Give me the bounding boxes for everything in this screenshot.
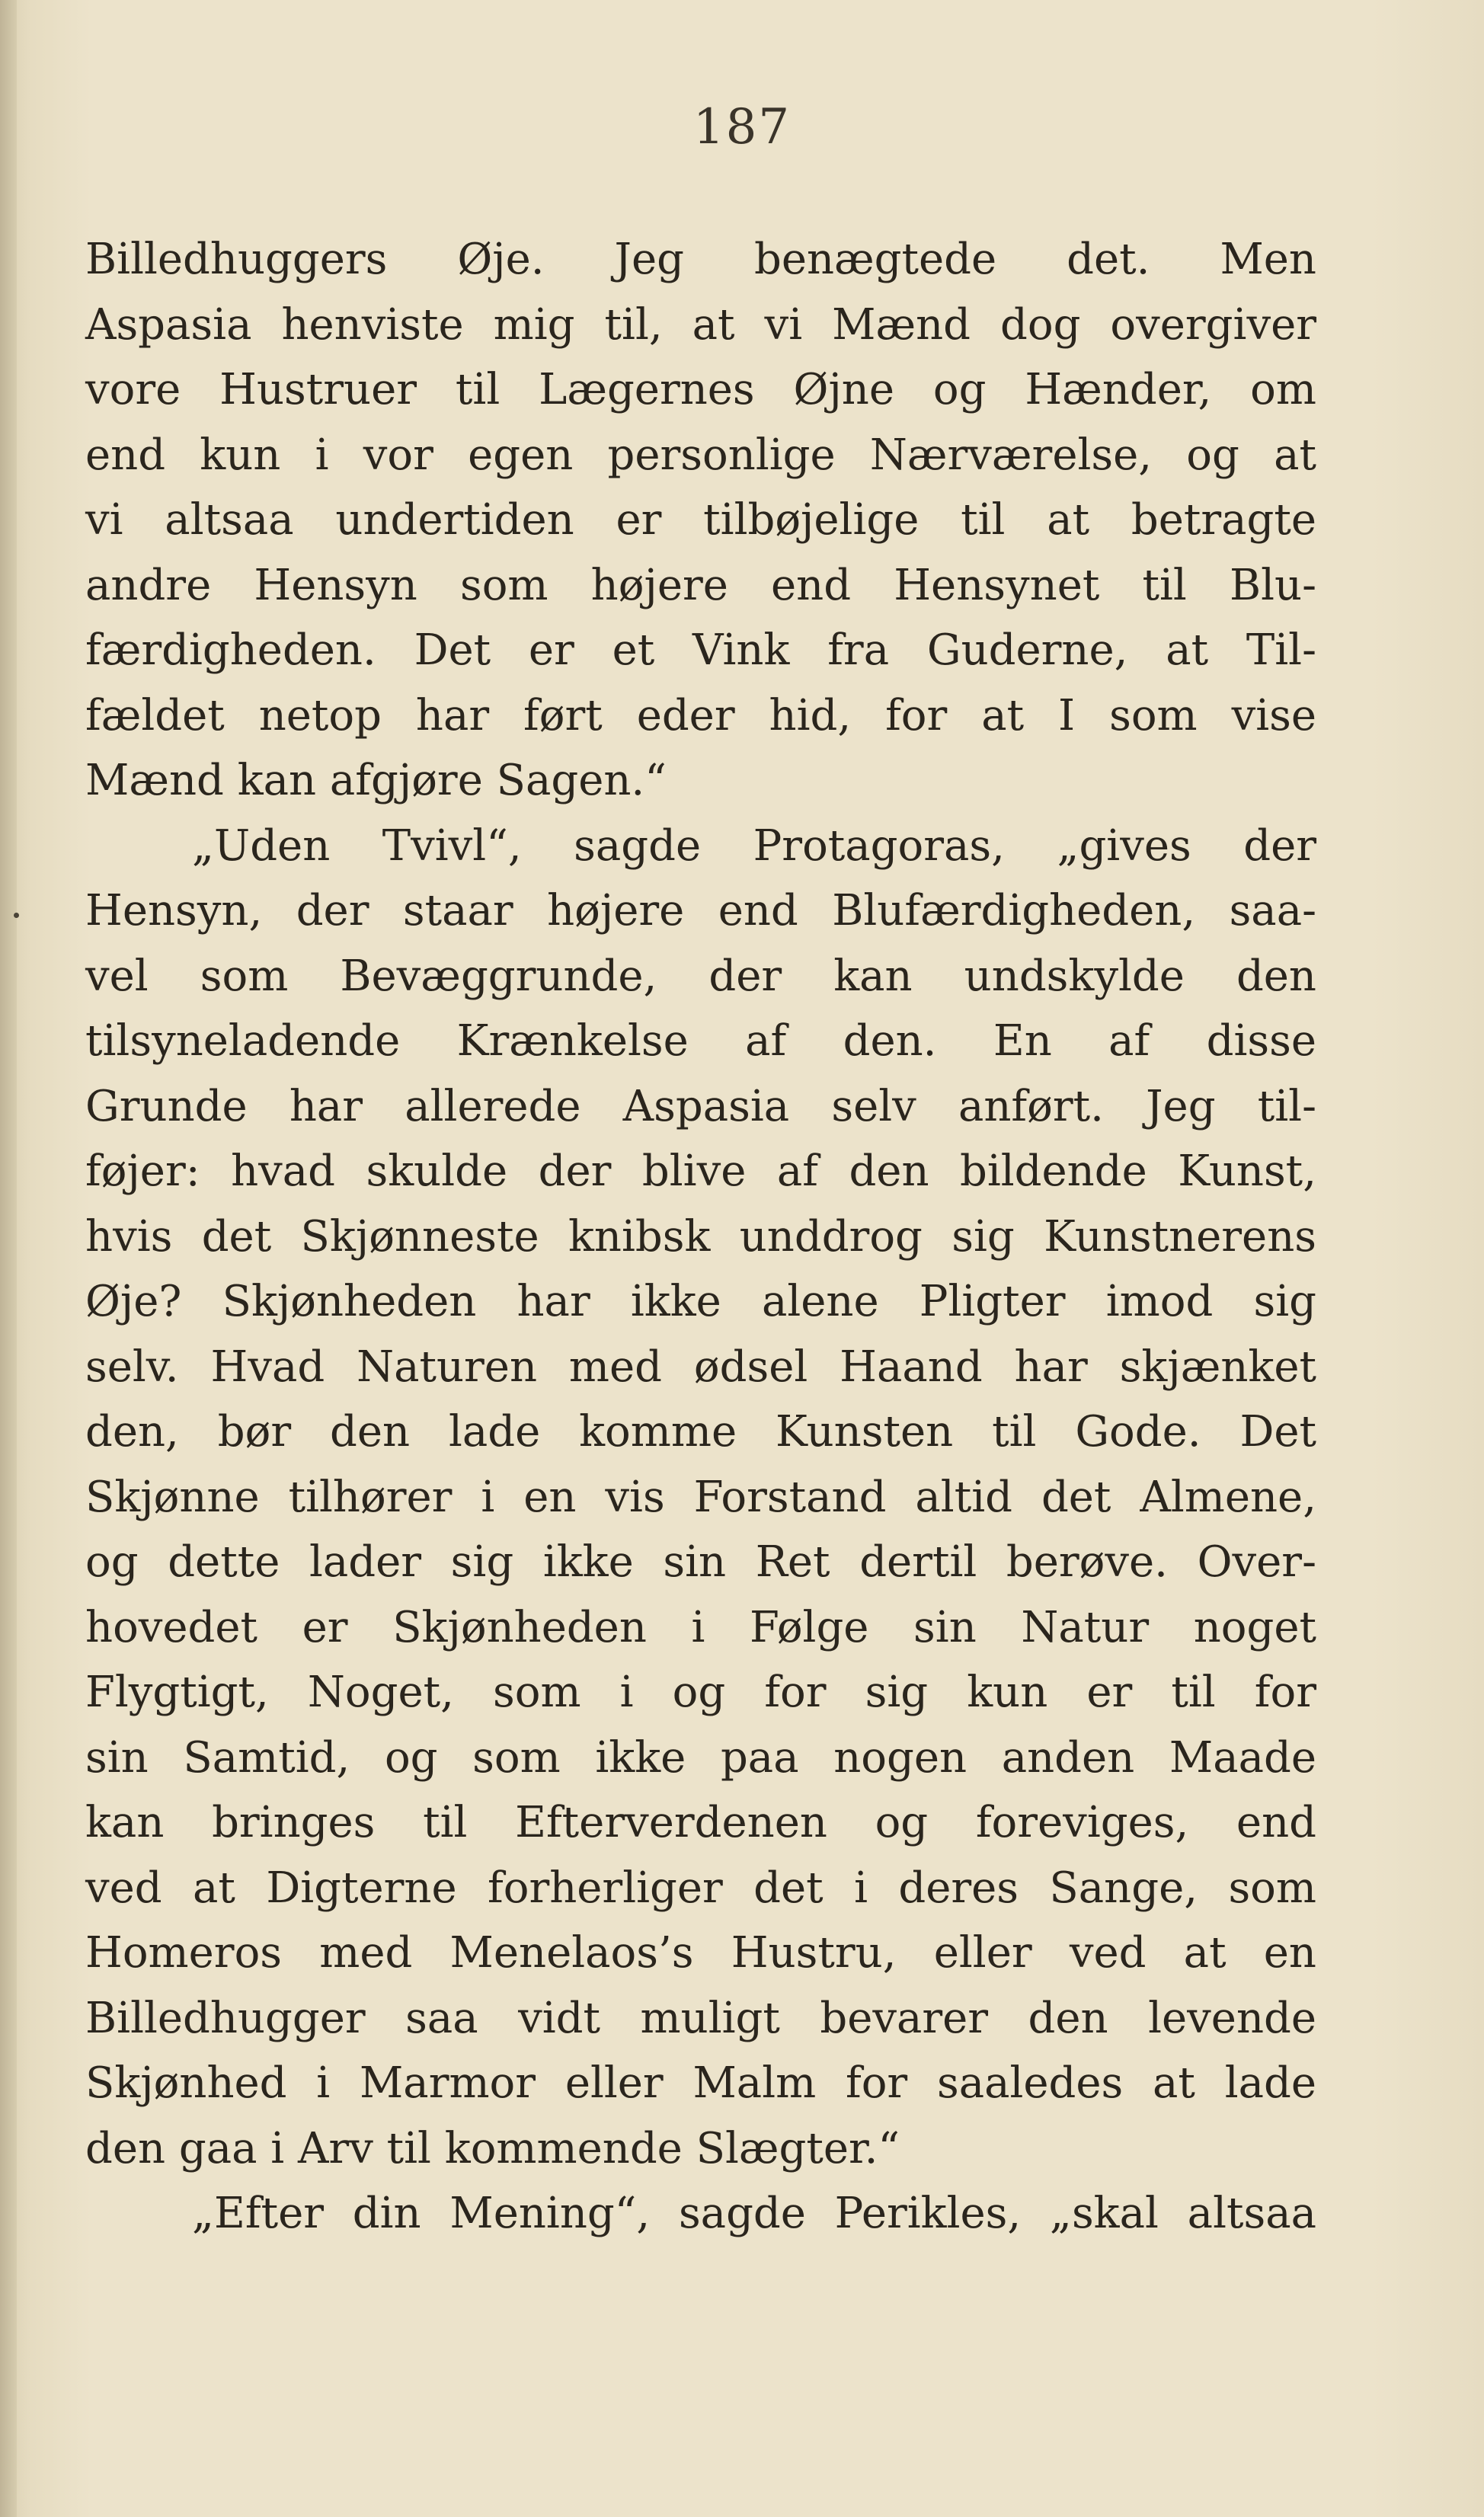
text-line: selv. Hvad Naturen med ødsel Haand har skjænket — [85, 1342, 1316, 1392]
margin-speck — [14, 913, 19, 918]
text-line-paragraph-start: „Efter din Mening“, sagde Perikles, „skal altsaa — [192, 2189, 1316, 2238]
text-line: den, bør den lade komme Kunsten til Gode. Det — [85, 1407, 1316, 1457]
text-line: Billedhuggers Øje. Jeg benægtede det. Men — [85, 235, 1316, 284]
text-line-paragraph-end: Mænd kan afgjøre Sagen.“ — [85, 756, 667, 805]
text-line: fældet netop har ført eder hid, for at I som vise — [85, 690, 1316, 740]
text-line: Skjønne tilhører i en vis Forstand altid det Almene, — [85, 1472, 1316, 1522]
body-text — [85, 227, 1316, 2247]
text-line: vore Hustruer til Lægernes Øjne og Hænder, om — [85, 365, 1316, 414]
text-line: vi altsaa undertiden er tilbøjelige til at betragte — [85, 495, 1316, 545]
text-line: Skjønhed i Marmor eller Malm for saaledes at lade — [85, 2058, 1316, 2108]
text-line: Homeros med Menelaos’s Hustru, eller ved at en — [85, 1928, 1316, 1978]
page-number: 187 — [692, 99, 792, 155]
text-line: sin Samtid, og som ikke paa nogen anden Maade — [85, 1732, 1316, 1783]
text-line: Billedhugger saa vidt muligt bevarer den levende — [85, 1993, 1316, 2043]
text-line-paragraph-end: den gaa i Arv til kommende Slægter.“ — [85, 2123, 900, 2173]
text-line: hvis det Skjønneste knibsk unddrog sig Kunstnerens — [85, 1211, 1316, 1262]
text-line: Aspasia henviste mig til, at vi Mænd dog overgiver — [85, 299, 1316, 350]
text-line: færdigheden. Det er et Vink fra Guderne, at Til- — [85, 625, 1316, 675]
text-line-paragraph-start: „Uden Tvivl“, sagde Protagoras, „gives der — [192, 820, 1316, 871]
text-line: Hensyn, der staar højere end Blufærdigheden, saa- — [85, 886, 1316, 935]
text-line: vel som Bevæggrunde, der kan undskylde den — [85, 951, 1316, 1001]
text-line: kan bringes til Efterverdenen og foreviges, end — [85, 1798, 1316, 1847]
text-line: andre Hensyn som højere end Hensynet til Blu- — [85, 560, 1316, 610]
text-line: og dette lader sig ikke sin Ret dertil berøve. Over- — [85, 1537, 1316, 1587]
text-line: ved at Digterne forherliger det i deres Sange, som — [85, 1863, 1316, 1913]
text-line: Grunde har allerede Aspasia selv anført. Jeg til- — [85, 1081, 1316, 1131]
text-line: hovedet er Skjønheden i Følge sin Natur noget — [85, 1602, 1316, 1652]
text-line: end kun i vor egen personlige Nærværelse, og at — [85, 430, 1316, 480]
text-line: Flygtigt, Noget, som i og for sig kun er til for — [85, 1668, 1316, 1717]
book-spine-edge — [0, 0, 17, 2517]
text-line: føjer: hvad skulde der blive af den bildende Kunst, — [85, 1147, 1316, 1196]
text-line: Øje? Skjønheden har ikke alene Pligter imod sig — [85, 1277, 1316, 1326]
text-line: tilsyneladende Krænkelse af den. En af disse — [85, 1016, 1316, 1066]
